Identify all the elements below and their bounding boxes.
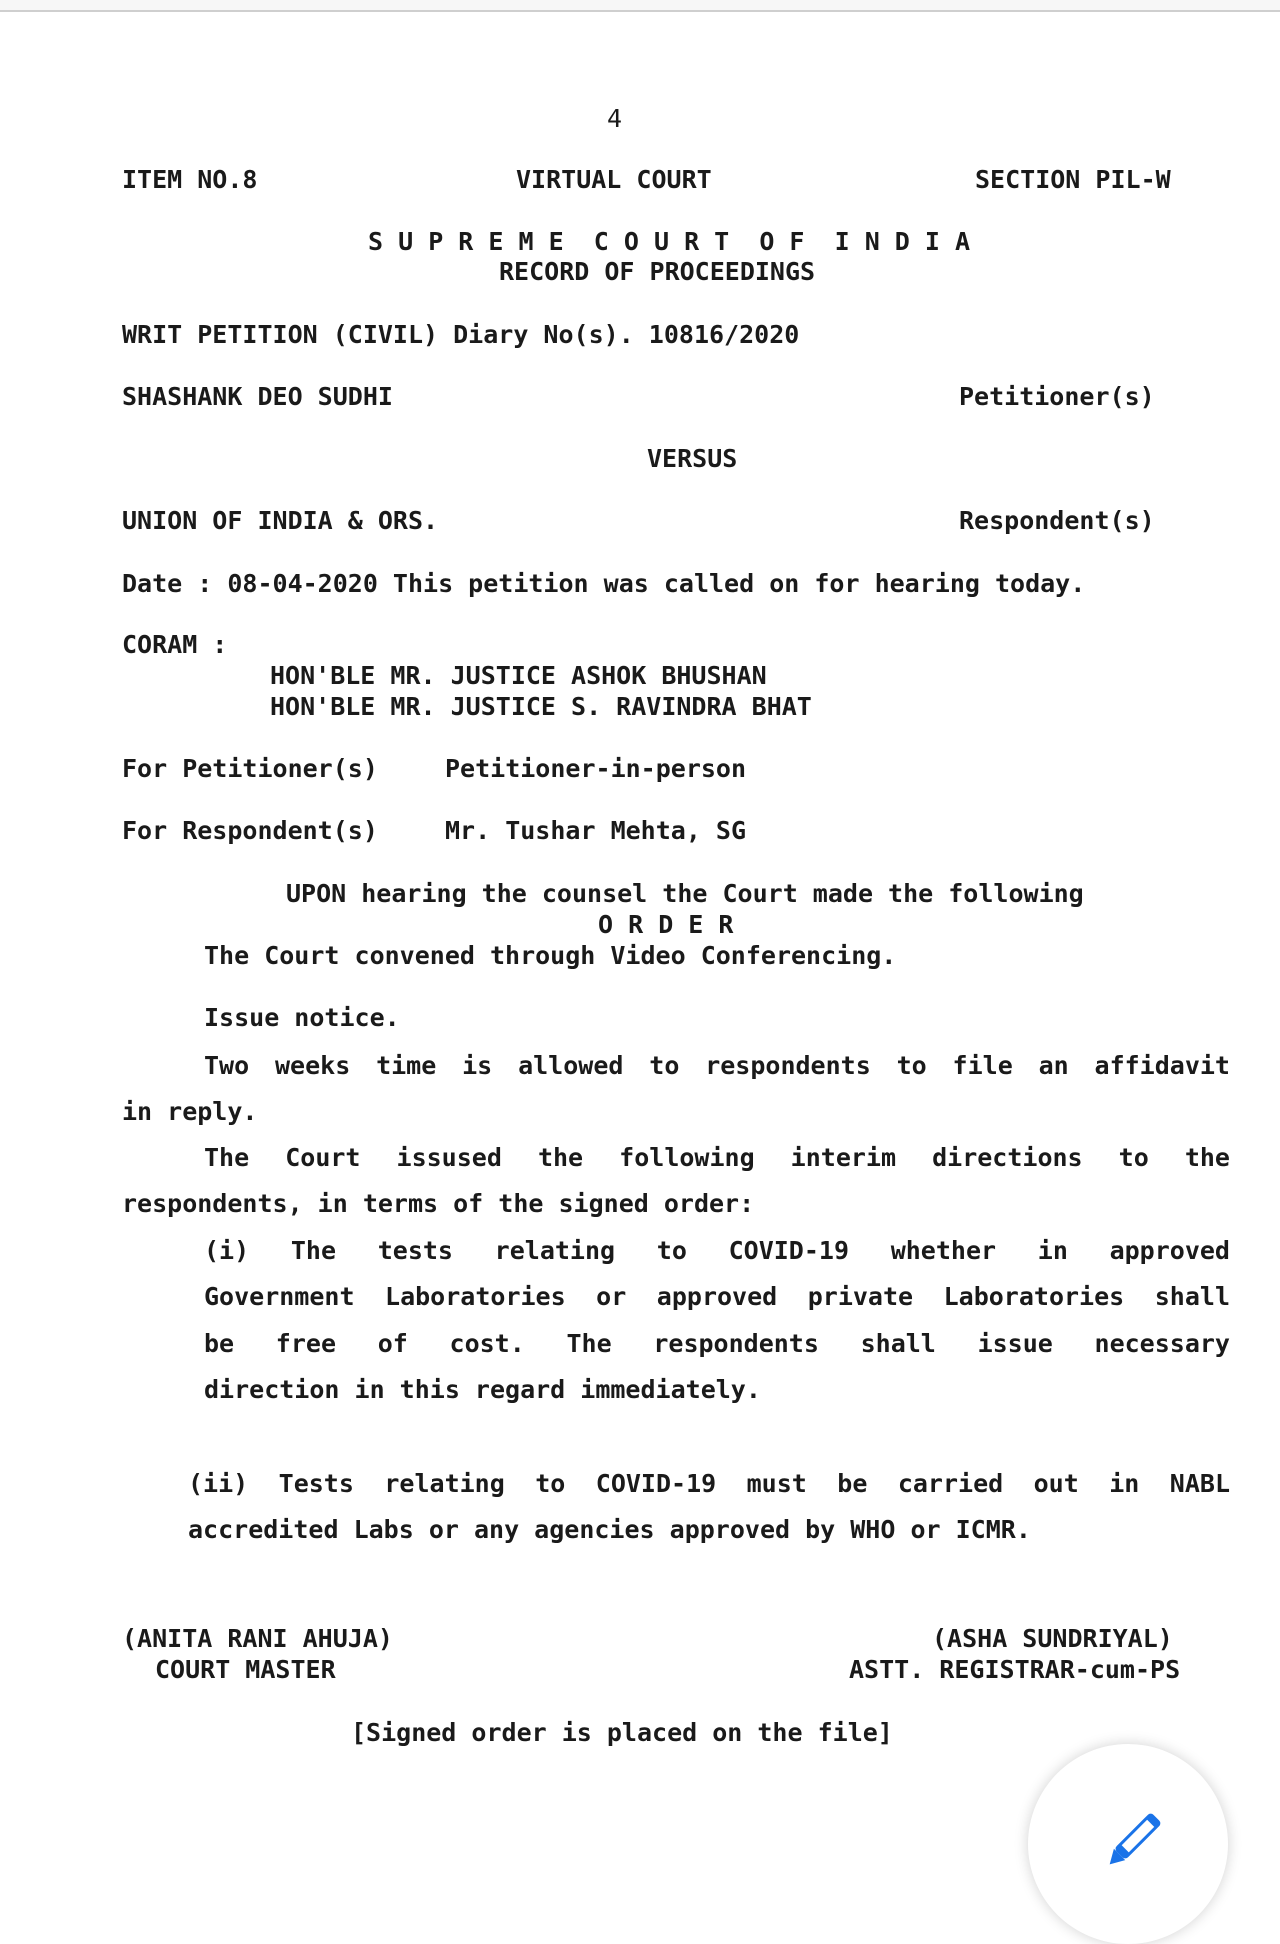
order-text: Two weeks time is allowed to respondents to file an affidavit: [204, 1051, 1230, 1080]
direction-text: Government Laboratories or approved private Laboratories shall: [204, 1282, 1230, 1311]
signatory-left-name: (ANITA RANI AHUJA): [122, 1624, 393, 1653]
judge-name: HON'BLE MR. JUSTICE S. RAVINDRA BHAT: [270, 692, 812, 721]
versus-label: VERSUS: [647, 444, 738, 473]
signatory-left-title: COURT MASTER: [155, 1655, 336, 1684]
order-heading: O R D E R: [598, 910, 734, 939]
case-number: WRIT PETITION (CIVIL) Diary No(s). 10816/2020: [122, 320, 800, 349]
judge-name: HON'BLE MR. JUSTICE ASHOK BHUSHAN: [270, 661, 767, 690]
for-respondent-label: For Respondent(s): [122, 816, 378, 845]
order-text: The Court issused the following interim directions to the: [204, 1143, 1230, 1172]
order-text: in reply.: [122, 1097, 258, 1126]
record-title: RECORD OF PROCEEDINGS: [499, 257, 816, 286]
for-respondent-value: Mr. Tushar Mehta, SG: [445, 816, 747, 845]
respondent-name: UNION OF INDIA & ORS.: [122, 506, 439, 535]
page-number: 4: [607, 104, 623, 133]
section-label: SECTION PIL-W: [975, 165, 1171, 194]
order-text: Issue notice.: [204, 1003, 400, 1032]
viewer-top-bar: [0, 0, 1280, 12]
upon-hearing-line: UPON hearing the counsel the Court made the following: [286, 879, 1084, 908]
order-text: respondents, in terms of the signed order:: [122, 1189, 755, 1218]
direction-text: (i) The tests relating to COVID-19 whether in approved: [204, 1236, 1230, 1265]
pencil-edit-icon: [1098, 1806, 1168, 1876]
court-name-heading: S U P R E M E C O U R T O F I N D I A: [368, 227, 971, 256]
petitioner-name: SHASHANK DEO SUDHI: [122, 382, 393, 411]
direction-text: (ii) Tests relating to COVID-19 must be carried out in NABL: [188, 1469, 1230, 1498]
item-number: ITEM NO.8: [122, 165, 258, 194]
coram-label: CORAM :: [122, 630, 228, 659]
petitioner-label: Petitioner(s): [959, 382, 1155, 411]
for-petitioner-label: For Petitioner(s): [122, 754, 378, 783]
direction-text: be free of cost. The respondents shall issue necessary: [204, 1329, 1230, 1358]
order-text: The Court convened through Video Conferencing.: [204, 941, 897, 970]
signed-order-note: [Signed order is placed on the file]: [351, 1718, 893, 1747]
court-mode: VIRTUAL COURT: [516, 165, 712, 194]
direction-text: direction in this regard immediately.: [204, 1375, 761, 1404]
direction-text: accredited Labs or any agencies approved by WHO or ICMR.: [188, 1515, 1031, 1544]
signatory-right-title: ASTT. REGISTRAR-cum-PS: [849, 1655, 1181, 1684]
respondent-label: Respondent(s): [959, 506, 1155, 535]
signatory-right-name: (ASHA SUNDRIYAL): [932, 1624, 1173, 1653]
for-petitioner-value: Petitioner-in-person: [445, 754, 747, 783]
hearing-date-line: Date : 08-04-2020 This petition was called on for hearing today.: [122, 569, 1086, 598]
edit-button[interactable]: [1028, 1744, 1228, 1944]
